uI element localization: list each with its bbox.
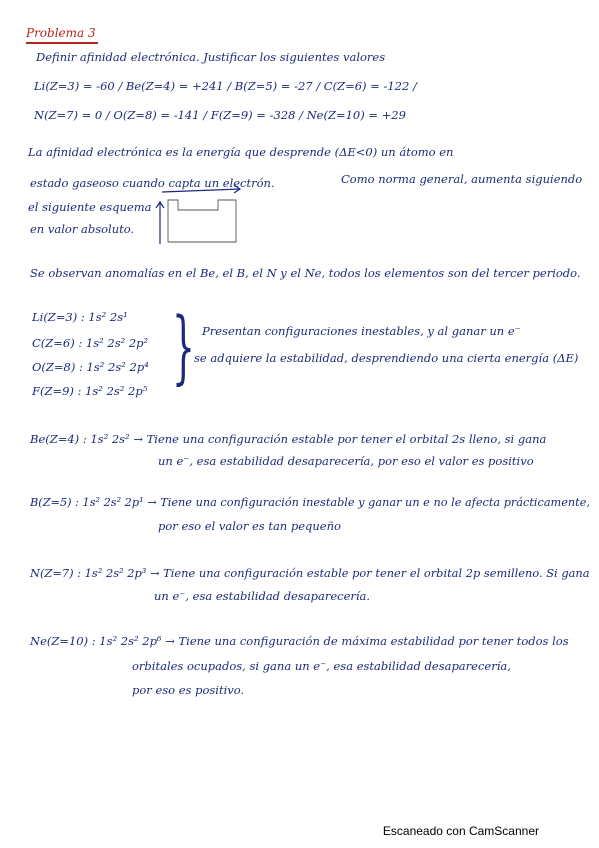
be-line-1: Be(Z=4) : 1s² 2s² → Tiene una configuración estable por tener el orbital 2s lleno, si gana — [30, 432, 547, 446]
prompt-line: Definir afinidad electrónica. Justificar los siguientes valores — [36, 50, 386, 64]
definition-line-3: el siguiente esquema — [28, 200, 152, 214]
definition-line-4: en valor absoluto. — [30, 222, 135, 236]
n-line-1: N(Z=7) : 1s² 2s² 2p³ → Tiene una configuración estable por tener el orbital 2p semilleno. Si gana — [30, 566, 590, 580]
brace-text-line-2: se adquiere la estabilidad, desprendiendo una cierta energía (ΔE) — [194, 351, 579, 365]
config-c: C(Z=6) : 1s² 2s² 2p² — [32, 336, 149, 350]
scanned-page — [6, 4, 592, 822]
camscanner-label: Escaneado con CamScanner — [382, 824, 539, 838]
b-line-2: por eso el valor es tan pequeño — [158, 519, 341, 533]
n-line-2: un e⁻, esa estabilidad desaparecería. — [154, 589, 371, 603]
values-row-2: N(Z=7) = 0 / O(Z=8) = -141 / F(Z=9) = -328 / Ne(Z=10) = +29 — [34, 108, 406, 122]
problem-title: Problema 3 — [26, 26, 96, 40]
brace-text-line-1: Presentan configuraciones inestables, y al ganar un e⁻ — [202, 324, 521, 338]
anomalies-line: Se observan anomalías en el Be, el B, el N y el Ne, todos los elementos son del tercer periodo. — [30, 266, 581, 280]
periodic-trend-scheme — [154, 180, 250, 252]
definition-line-2b: Como norma general, aumenta siguiendo — [341, 172, 583, 186]
be-line-2: un e⁻, esa estabilidad desaparecería, por eso el valor es positivo — [158, 454, 534, 468]
footer — [0, 822, 599, 848]
config-o: O(Z=8) : 1s² 2s² 2p⁴ — [32, 360, 149, 374]
ne-line-3: por eso es positivo. — [132, 683, 245, 697]
brace-icon: } — [172, 300, 195, 393]
ne-line-2: orbitales ocupados, si gana un e⁻, esa estabilidad desaparecería, — [132, 659, 511, 673]
config-f: F(Z=9) : 1s² 2s² 2p⁵ — [32, 384, 148, 398]
definition-line-2: estado gaseoso cuando capta un electrón. — [30, 176, 275, 190]
definition-line-1: La afinidad electrónica es la energía que desprende (ΔE<0) un átomo en — [28, 145, 454, 159]
ne-line-1: Ne(Z=10) : 1s² 2s² 2p⁶ → Tiene una configuración de máxima estabilidad por tener todos los — [30, 634, 569, 648]
values-row-1: Li(Z=3) = -60 / Be(Z=4) = +241 / B(Z=5) = -27 / C(Z=6) = -122 / — [34, 79, 417, 93]
config-li: Li(Z=3) : 1s² 2s¹ — [32, 310, 128, 324]
title-underline — [26, 42, 98, 44]
b-line-1: B(Z=5) : 1s² 2s² 2p¹ → Tiene una configuración inestable y ganar un e no le afecta prácticamente, — [30, 495, 590, 509]
